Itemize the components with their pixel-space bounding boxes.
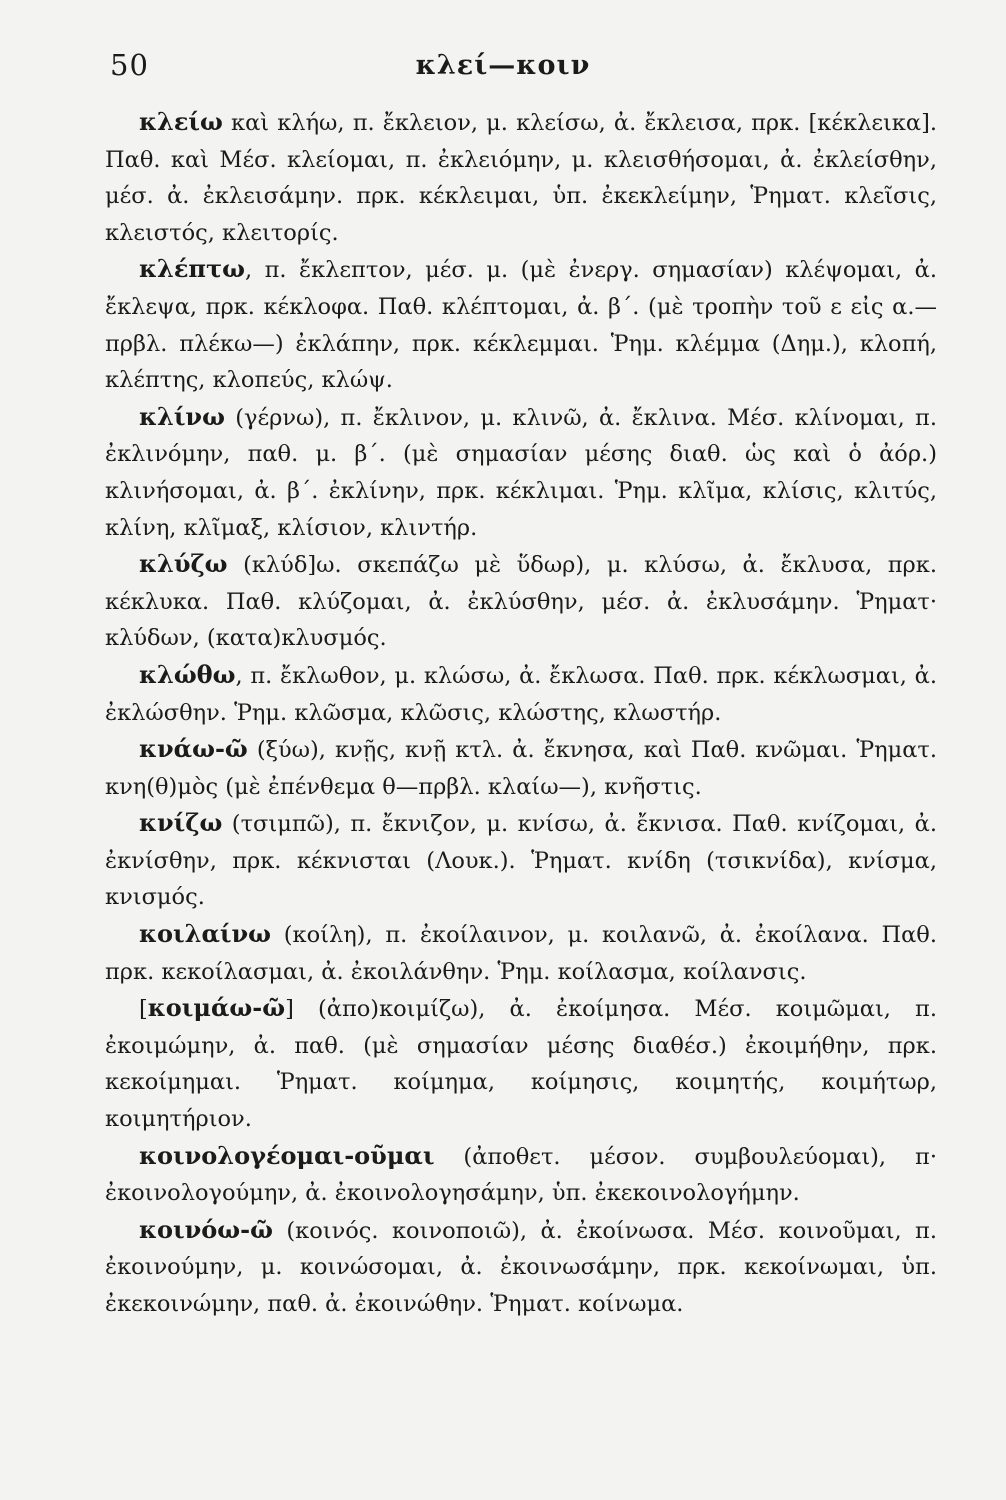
entry-text: (κλύδ]ω. σκεπάζω μὲ ὕδωρ), μ. κλύσω, ἀ. ἔκλυσα, πρκ. κέκλυκα. Παθ. κλύζομαι, ἀ. ἐκλύσθην, μέσ. ἀ. ἐκλυσάμην. Ῥηματ· κλύδων, (κατα)κλυσμός. — [105, 552, 937, 652]
entry-klepto — [105, 251, 937, 398]
headword: κοινόω-ῶ — [139, 1214, 273, 1244]
entry-klino — [105, 399, 937, 546]
entry-text: (γέρνω), π. ἔκλινον, μ. κλινῶ, ἀ. ἔκλινα. Μέσ. κλίνομαι, π. ἐκλινόμην, παθ. μ. β΄. (μὲ σημασίαν μέσης διαθ. ὡς καὶ ὁ ἀόρ.) κλινήσομαι, ἀ. β΄. ἐκλίνην, πρκ. κέκλιμαι. Ῥημ. κλῖμα, κλίσις, κλιτύς, κλίνη, κλῖμαξ, κλίσιον, κλιντήρ. — [105, 404, 937, 541]
entry-koinoo — [105, 1212, 937, 1323]
page-number: 50 — [110, 48, 149, 82]
entry-text: (ξύω), κνῇς, κνῇ κτλ. ἀ. ἔκνησα, καὶ Παθ. κνῶμαι. Ῥηματ. κνη(θ)μὸς (μὲ ἐπένθεμα θ—πρβλ. κλαίω—), κνῆστις. — [105, 737, 937, 800]
entry-text: (τσιμπῶ), π. ἔκνιζον, μ. κνίσω, ἀ. ἔκνισα. Παθ. κνίζομαι, ἀ. ἐκνίσθην, πρκ. κέκνισται (Λουκ.). Ῥηματ. κνίδη (τσικνίδα), κνίσμα, κνισμός. — [105, 811, 937, 911]
entry-text: καὶ κλήω, π. ἔκλειον, μ. κλείσω, ἀ. ἔκλεισα, πρκ. [κέκλεικα]. Παθ. καὶ Μέσ. κλείομαι, π. ἐκλειόμην, μ. κλεισθήσομαι, ἀ. ἐκλείσθην, μέσ. ἀ. ἐκλεισάμην. πρκ. κέκλειμαι, ὑπ. ἐκεκλείμην, Ῥηματ. κλεῖσις, κλειστός, κλειτορίς. — [105, 110, 937, 246]
headword: κλείω — [139, 107, 223, 136]
entry-text: , π. ἔκλωθον, μ. κλώσω, ἀ. ἔκλωσα. Παθ. πρκ. κέκλωσμαι, ἀ. ἐκλώσθην. Ῥημ. κλῶσμα, κλῶσις, κλώστης, κλωστήρ. — [105, 662, 937, 726]
entry-knizo — [105, 805, 937, 916]
headword: κλίνω — [139, 401, 225, 431]
running-head: κλεί—κοιν — [415, 50, 591, 81]
entry-knao — [105, 731, 937, 805]
headword: κοινολογέομαι-οῦμαι — [139, 1140, 435, 1170]
entry-text: (ἀποθετ. μέσον. συμβουλεύομαι), π· ἐκοινολογούμην, ἀ. ἐκοινολογησάμην, ὑπ. ἐκεκοινολογήμην. — [105, 1143, 937, 1207]
entry-text: ] (ἀπο)κοιμίζω), ἀ. ἐκοίμησα. Μέσ. κοιμῶμαι, π. ἐκοιμώμην, ἀ. παθ. (μὲ σημασίαν μέσης διαθέσ.) ἐκοιμήθην, πρκ. κεκοίμημαι. Ῥηματ. κοίμημα, κοίμησις, κοιμητής, κοιμήτωρ, κοιμητήριον. — [105, 996, 937, 1133]
headword: κνάω-ῶ — [139, 734, 248, 764]
entry-klyzo — [105, 546, 937, 657]
entry-text: (κοίλη), π. ἐκοίλαινον, μ. κοιλανῶ, ἀ. ἐκοίλανα. Παθ. πρκ. κεκοίλασμαι, ἀ. ἐκοιλάνθην. Ῥημ. κοίλασμα, κοίλανσις. — [105, 922, 937, 985]
entry-klotho — [105, 657, 937, 731]
headword: κλύζω — [139, 549, 228, 579]
headword: κλέπτω — [139, 254, 245, 284]
entry-koilaino — [105, 916, 937, 990]
headword: κοιλαίνω — [139, 919, 272, 949]
headword: κοιμάω-ῶ — [147, 993, 286, 1023]
entry-list — [105, 104, 937, 1323]
entry-kleio — [105, 104, 937, 251]
entry-text: , π. ἔκλεπτον, μέσ. μ. (μὲ ἐνεργ. σημασίαν) κλέψομαι, ἀ. ἔκλεψα, πρκ. κέκλοφα. Παθ. κλέπτομαι, ἀ. β΄. (μὲ τροπὴν τοῦ ε εἰς α.—πρβλ. πλέκω—) ἐκλάπην, πρκ. κέκλεμμαι. Ῥημ. κλέμμα (Δημ.), κλοπή, κλέπτης, κλοπεύς, κλώψ. — [105, 257, 937, 394]
entry-koimao — [105, 990, 937, 1137]
bracket: [ — [139, 996, 148, 1023]
entry-text: (κοινός. κοινοποιῶ), ἀ. ἐκοίνωσα. Μέσ. κοινοῦμαι, π. ἐκοινούμην, μ. κοινώσομαι, ἀ. ἐκοινωσάμην, πρκ. κεκοίνωμαι, ὑπ. ἐκεκοινώμην, παθ. ἀ. ἐκοινώθην. Ῥηματ. κοίνωμα. — [105, 1217, 937, 1317]
entry-koinologeomai — [105, 1138, 937, 1212]
headword: κλώθω — [139, 659, 236, 689]
headword: κνίζω — [139, 808, 223, 838]
